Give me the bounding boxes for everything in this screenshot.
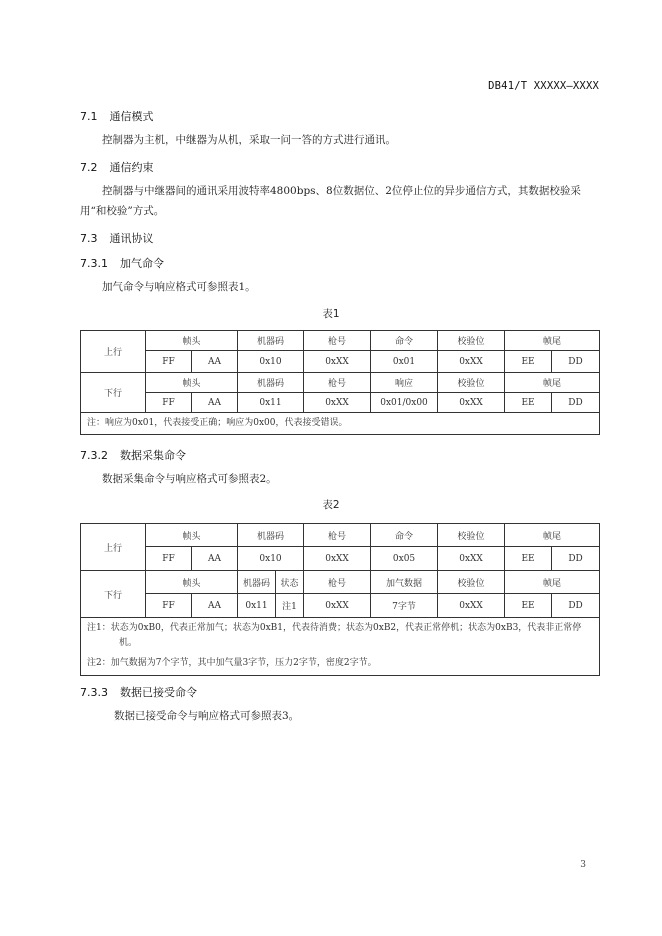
table-cell: FF (146, 351, 192, 373)
table-cell: 0x10 (238, 351, 304, 373)
heading-number: 7.2 (80, 161, 98, 174)
heading-number: 7.3 (80, 232, 98, 245)
table1-note: 注：响应为0x01，代表接受正确；响应为0x00，代表接受错误。 (81, 413, 600, 435)
heading-title: 数据采集命令 (120, 449, 186, 462)
table-cell: 0x05 (371, 547, 438, 571)
table-cell: 0xXX (304, 547, 371, 571)
document-code: DB41/T XXXXX—XXXX (488, 80, 599, 92)
heading-7-2 (80, 159, 154, 175)
table2-note-2: 注2：加气数据为7个字节，其中加气量3字节，压力2字节，密度2字节。 (87, 658, 377, 668)
table-cell: 0xXX (304, 351, 371, 373)
table-cell: 0x01/0x00 (371, 393, 438, 413)
table2-down-label: 下行 (81, 571, 146, 618)
table-cell: 注1 (276, 594, 304, 618)
table-cell: 机器码 (238, 373, 304, 393)
table-cell: 帧头 (146, 373, 238, 393)
heading-title: 通信模式 (109, 110, 154, 123)
heading-7-3-1 (80, 255, 164, 271)
table-cell: EE (505, 594, 552, 618)
table-cell: 校验位 (438, 524, 505, 547)
table-cell: DD (552, 393, 600, 413)
table-cell: 0xXX (438, 547, 505, 571)
heading-title: 通讯协议 (109, 232, 154, 245)
table-cell: FF (146, 594, 192, 618)
table-cell: 校验位 (438, 373, 505, 393)
table-cell: EE (505, 351, 552, 373)
table-cell: 帧尾 (505, 524, 600, 547)
table-cell: AA (192, 393, 238, 413)
table-cell: 枪号 (304, 571, 371, 594)
table-cell: 加气数据 (371, 571, 438, 594)
table-cell: 响应 (371, 373, 438, 393)
table2 (80, 523, 600, 676)
table-cell: 机器码 (238, 524, 304, 547)
table-cell: 0x01 (371, 351, 438, 373)
table-cell: 0xXX (438, 351, 505, 373)
heading-7-3-2 (80, 447, 186, 463)
table-cell: 帧尾 (505, 331, 600, 351)
table-cell: 0xXX (304, 393, 371, 413)
heading-7-3-3 (80, 684, 197, 700)
heading-number: 7.3.1 (80, 257, 108, 270)
table-cell: 校验位 (438, 331, 505, 351)
table-cell: 机器码 (238, 571, 276, 594)
table-cell: 命令 (371, 524, 438, 547)
table-cell: 0xXX (438, 393, 505, 413)
page-number: 3 (580, 860, 586, 870)
paragraph-7-3-2: 数据采集命令与响应格式可参照表2。 (102, 473, 277, 485)
table-cell: 0x11 (238, 393, 304, 413)
paragraph-7-3-1: 加气命令与响应格式可参照表1。 (102, 281, 256, 293)
heading-number: 7.1 (80, 110, 98, 123)
table2-caption: 表2 (322, 499, 340, 511)
paragraph-7-3-3: 数据已接受命令与响应格式可参照表3。 (114, 710, 300, 722)
table1 (80, 330, 600, 435)
heading-number: 7.3.3 (80, 686, 108, 699)
paragraph-7-1: 控制器为主机，中继器为从机，采取一问一答的方式进行通讯。 (102, 134, 396, 146)
table-cell: 7字节 (371, 594, 438, 618)
table-cell: 帧头 (146, 524, 238, 547)
table-cell: 状态 (276, 571, 304, 594)
table-cell: 枪号 (304, 331, 371, 351)
heading-title: 通信约束 (109, 161, 154, 174)
table-cell: 0xXX (304, 594, 371, 618)
table-cell: EE (505, 547, 552, 571)
table-cell: 帧头 (146, 331, 238, 351)
table-cell: DD (552, 594, 600, 618)
heading-7-3 (80, 230, 154, 246)
table-cell: AA (192, 351, 238, 373)
table1-up-label: 上行 (81, 331, 146, 373)
table-cell: 校验位 (438, 571, 505, 594)
table-cell: 枪号 (304, 373, 371, 393)
table2-up-label: 上行 (81, 524, 146, 571)
heading-title: 加气命令 (120, 257, 164, 270)
table-cell: 帧尾 (505, 373, 600, 393)
table-cell: 0x10 (238, 547, 304, 571)
table-cell: 帧尾 (505, 571, 600, 594)
table1-down-label: 下行 (81, 373, 146, 413)
table2-note-1: 注1：状态为0xB0，代表正常加气；状态为0xB1，代表待消费；状态为0xB2，代表正常停机；状态为0xB3，代表非正常停机。 (87, 623, 582, 648)
table1-caption: 表1 (322, 308, 340, 320)
heading-number: 7.3.2 (80, 449, 108, 462)
table2-notes (81, 618, 600, 676)
table-cell: DD (552, 547, 600, 571)
table-cell: DD (552, 351, 600, 373)
heading-title: 数据已接受命令 (120, 686, 197, 699)
table-cell: FF (146, 547, 192, 571)
table-cell: 枪号 (304, 524, 371, 547)
table-cell: 0x11 (238, 594, 276, 618)
heading-7-1 (80, 108, 154, 124)
table-cell: EE (505, 393, 552, 413)
table-cell: AA (192, 547, 238, 571)
paragraph-7-2: 控制器与中继器间的通讯采用波特率4800bps、8位数据位、2位停止位的异步通信方式，其数据校验采用“和校验”方式。 (80, 185, 581, 217)
table-cell: 机器码 (238, 331, 304, 351)
table-cell: 帧头 (146, 571, 238, 594)
table-cell: AA (192, 594, 238, 618)
table-cell: FF (146, 393, 192, 413)
table-cell: 0xXX (438, 594, 505, 618)
table-cell: 命令 (371, 331, 438, 351)
